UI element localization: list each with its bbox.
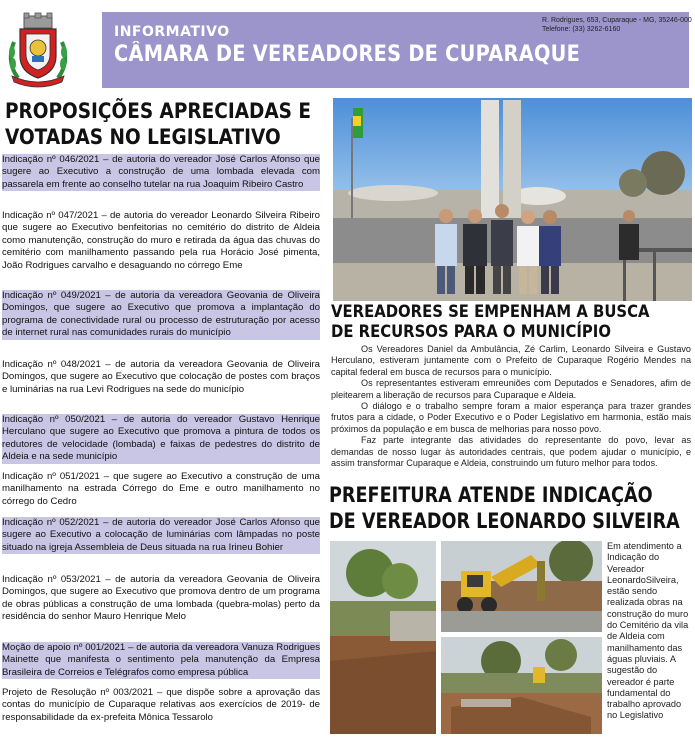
article2-body: Em atendimento a Indicação do Vereador LeonardoSilveira, estão sendo realizada obras na construção do muro do Cemitério da vila de Aldeia com manilhamento das águas pluviais. A sugestão do vereador é parte fundamental do trabalho aprovado no Legislativo	[607, 541, 689, 721]
proposition-item: Indicação nº 053/2021 – de autoria da vereadora Geovania de Oliveira Domingos, que sugere ao Executivo que promova dentro de um programa de obras públicas a construção de uma lombada (quebra-molas) perto da residência do senhor Mauro Henrique Melo	[2, 574, 320, 623]
header-contact	[542, 16, 692, 34]
header-title: CÂMARA DE VEREADORES DE CUPARAQUE	[114, 42, 581, 67]
proposition-item: Indicação nº 052/2021 – de autoria do vereador José Carlos Afonso que sugere ao Executivo a colocação de luminárias com lâmpadas no poste situado na igreja Assembleia de Deus situada na rua Irineu Bohier	[2, 517, 320, 553]
proposition-item: Indicação nº 051/2021 – que sugere ao Executivo a construção de uma manilhamento na estrada Córrego do Eme e outro manilhamento no córrego do Cedro	[2, 471, 320, 507]
left-heading-line1: PROPOSIÇÕES APRECIADAS E	[5, 99, 312, 123]
article1-heading-line2: DE RECURSOS PARA O MUNICÍPIO	[331, 322, 611, 341]
header-kicker: INFORMATIVO	[114, 24, 230, 40]
article1-paragraph: O diálogo e o trabalho sempre foram a maior esperança para trazer grandes frutos para a cidade, o Poder Executivo e o Poder Legislativo em harmonia, estão mais próximos da população e em busca de melhorias para nosso povo.	[331, 401, 691, 434]
construction-site-photo	[441, 637, 602, 734]
cemetery-wall-photo	[330, 541, 436, 734]
vereadores-group-photo	[333, 98, 692, 301]
proposition-item: Moção de apoio nº 001/2021 – de autoria da vereadora Vanuza Rodrigues Mainette que manifesta o sentimento pela manutenção da Empresa Brasileira de Correios e Telégrafos como empresa pública	[2, 642, 320, 678]
proposition-item: Indicação nº 049/2021 – de autoria da vereadora Geovania de Oliveira Domingos, que sugere ao Executivo que promova a implantação do programa de conectividade rural ou processo de estruturação por acesso de internet rural nas comunidades rurais do município	[2, 290, 320, 339]
article2-heading	[329, 482, 680, 534]
proposition-item: Indicação nº 047/2021 – de autoria do vereador Leonardo Silveira Ribeiro que sugere ao Executivo benfeitorias no cemitério do distrito de Aldeia como manutenção, construção do muro e retirada da água das chuvas do cemitério com manilhamento passando pela rua Horácio José pimenta, João Rodrigues carvalho e desaguando no córrego Eme	[2, 210, 320, 271]
article1-paragraph: Faz parte integrante das atividades do representante do povo, levar as demandas de nosso lugar às autoridades centrais, que podem ajudar o município, e assim transformar Cuparaque e Aldeia, construindo um futuro melhor para todos.	[331, 435, 691, 469]
proposition-item: Indicação nº 046/2021 – de autoria do vereador José Carlos Afonso que sugere ao Executivo a construção de uma lombada elevada com passarela em frente ao conselho tutelar na rua Joaquim Ribeiro Castro	[2, 154, 320, 190]
proposition-item: Projeto de Resolução nº 003/2021 – que dispõe sobre a aprovação das contas do município de Cuparaque relativas aos exercícios de 2019- de responsabilidade da ex-prefeita Mônica Tessarolo	[2, 687, 320, 723]
municipal-crest-logo	[4, 12, 72, 88]
article1-paragraph: Os representantes estiveram emreuniões com Deputados e Senadores, afim de pleitearem a liberação de recursos para Cuparaque e Aldeia.	[331, 378, 691, 400]
article1-heading-line1: VEREADORES SE EMPENHAM A BUSCA	[331, 302, 650, 321]
article1-body	[331, 344, 691, 469]
excavator-photo	[441, 541, 602, 632]
header-phone: Telefone: (33) 3262-6160	[542, 26, 621, 33]
proposition-item: Indicação nº 050/2021 – de autoria do vereador Gustavo Henrique Herculano que sugere ao Executivo que promova a pintura de todos os redutores de velocidade (lombada) e faixas de pedestres do distrito de Aldeia e na sede município	[2, 414, 320, 463]
article1-heading	[331, 302, 649, 342]
left-heading-line2: VOTADAS NO LEGISLATIVO	[5, 125, 281, 149]
article2-heading-line2: DE VEREADOR LEONARDO SILVEIRA	[329, 509, 680, 533]
article1-paragraph: Os Vereadores Daniel da Ambulância, Zé Carlim, Leonardo Silveira e Gustavo Herculano, estiveram juntamente com o Prefeito de Cuparaque Rogério Mendes na capital federal em busca de recursos para o município.	[331, 344, 691, 377]
article2-heading-line1: PREFEITURA ATENDE INDICAÇÃO	[329, 483, 653, 507]
left-column-heading	[5, 98, 312, 150]
proposition-item: Indicação nº 048/2021 – de autoria da vereadora Geovania de Oliveira Domingos, que sugere ao Executivo que colocação de postes com braços e luminárias na rua Levi Rodrigues na sede do município	[2, 359, 320, 395]
header-address: R. Rodrigues, 653, Cuparaque - MG, 35246-000	[542, 17, 692, 24]
